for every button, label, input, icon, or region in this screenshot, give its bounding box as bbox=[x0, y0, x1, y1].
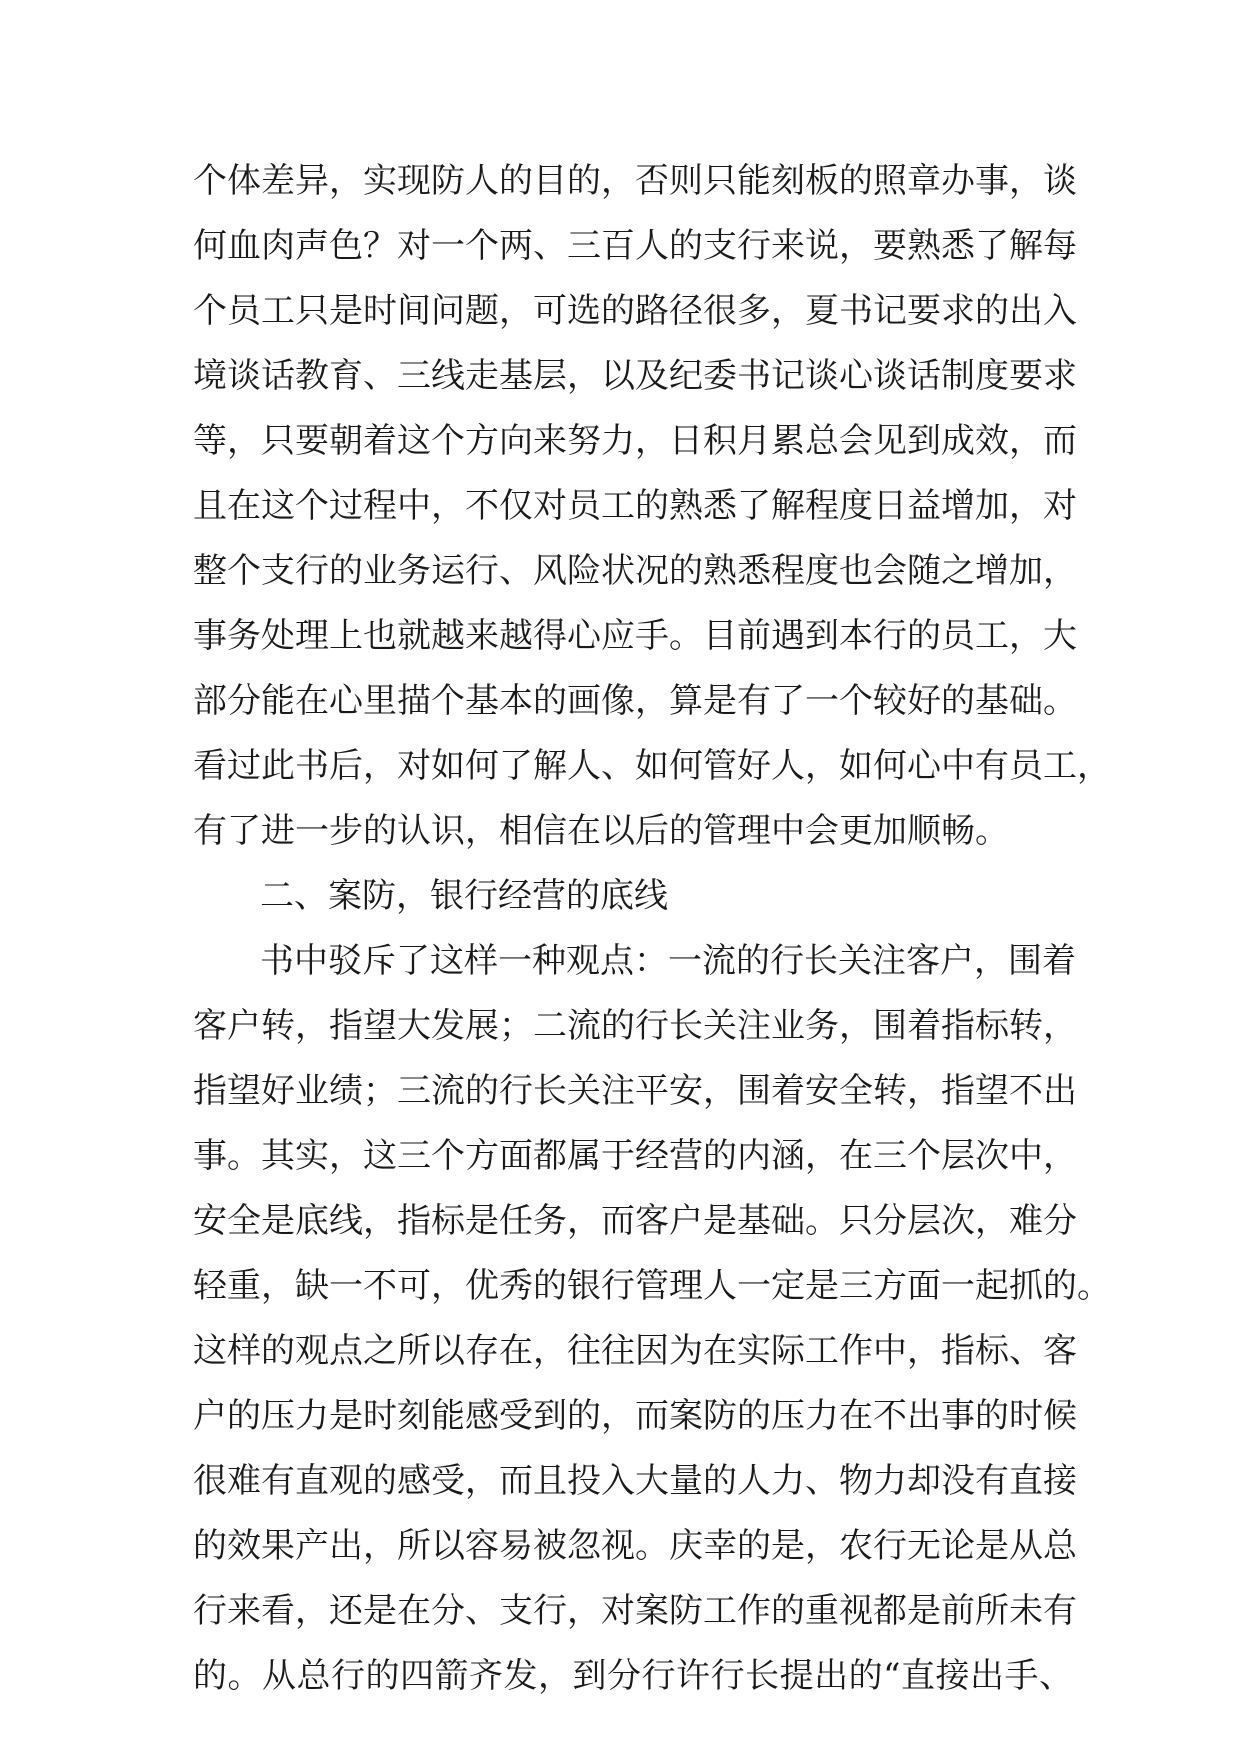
text-line: 的。从总行的四箭齐发，到分行许行长提出的“直接出手、 bbox=[193, 1656, 1073, 1696]
text-line: 指望好业绩；三流的行长关注平安，围着安全转，指望不出 bbox=[193, 1071, 1077, 1111]
text-line: 书中驳斥了这样一种观点：一流的行长关注客户，围着 bbox=[260, 941, 1076, 981]
section-heading: 二、案防，银行经营的底线 bbox=[260, 876, 668, 916]
text-line: 看过此书后，对如何了解人、如何管好人，如何心中有员工， bbox=[193, 746, 1111, 786]
text-line: 轻重，缺一不可，优秀的银行管理人一定是三方面一起抓的。 bbox=[193, 1266, 1111, 1306]
text-line: 客户转，指望大发展；二流的行长关注业务，围着指标转， bbox=[193, 1006, 1077, 1046]
text-line: 何血肉声色？对一个两、三百人的支行来说，要熟悉了解每 bbox=[193, 226, 1077, 266]
text-line: 户的压力是时刻能感受到的，而案防的压力在不出事的时候 bbox=[193, 1396, 1077, 1436]
text-line: 且在这个过程中，不仅对员工的熟悉了解程度日益增加，对 bbox=[193, 486, 1077, 526]
text-line: 安全是底线，指标是任务，而客户是基础。只分层次，难分 bbox=[193, 1201, 1077, 1241]
text-line: 个体差异，实现防人的目的，否则只能刻板的照章办事，谈 bbox=[193, 161, 1077, 201]
text-line: 行来看，还是在分、支行，对案防工作的重视都是前所未有 bbox=[193, 1591, 1077, 1631]
text-line: 的效果产出，所以容易被忽视。庆幸的是，农行无论是从总 bbox=[193, 1526, 1077, 1566]
text-line: 整个支行的业务运行、风险状况的熟悉程度也会随之增加， bbox=[193, 551, 1077, 591]
text-line: 事。其实，这三个方面都属于经营的内涵，在三个层次中， bbox=[193, 1136, 1077, 1176]
text-line: 这样的观点之所以存在，往往因为在实际工作中，指标、客 bbox=[193, 1331, 1077, 1371]
text-line: 事务处理上也就越来越得心应手。目前遇到本行的员工，大 bbox=[193, 616, 1077, 656]
text-line: 部分能在心里描个基本的画像，算是有了一个较好的基础。 bbox=[193, 681, 1077, 721]
text-line: 很难有直观的感受，而且投入大量的人力、物力却没有直接 bbox=[193, 1461, 1077, 1501]
text-line: 有了进一步的认识，相信在以后的管理中会更加顺畅。 bbox=[193, 811, 1009, 851]
text-line: 等，只要朝着这个方向来努力，日积月累总会见到成效，而 bbox=[193, 421, 1077, 461]
text-line: 个员工只是时间问题，可选的路径很多，夏书记要求的出入 bbox=[193, 291, 1077, 331]
text-line: 境谈话教育、三线走基层，以及纪委书记谈心谈话制度要求 bbox=[193, 356, 1077, 396]
